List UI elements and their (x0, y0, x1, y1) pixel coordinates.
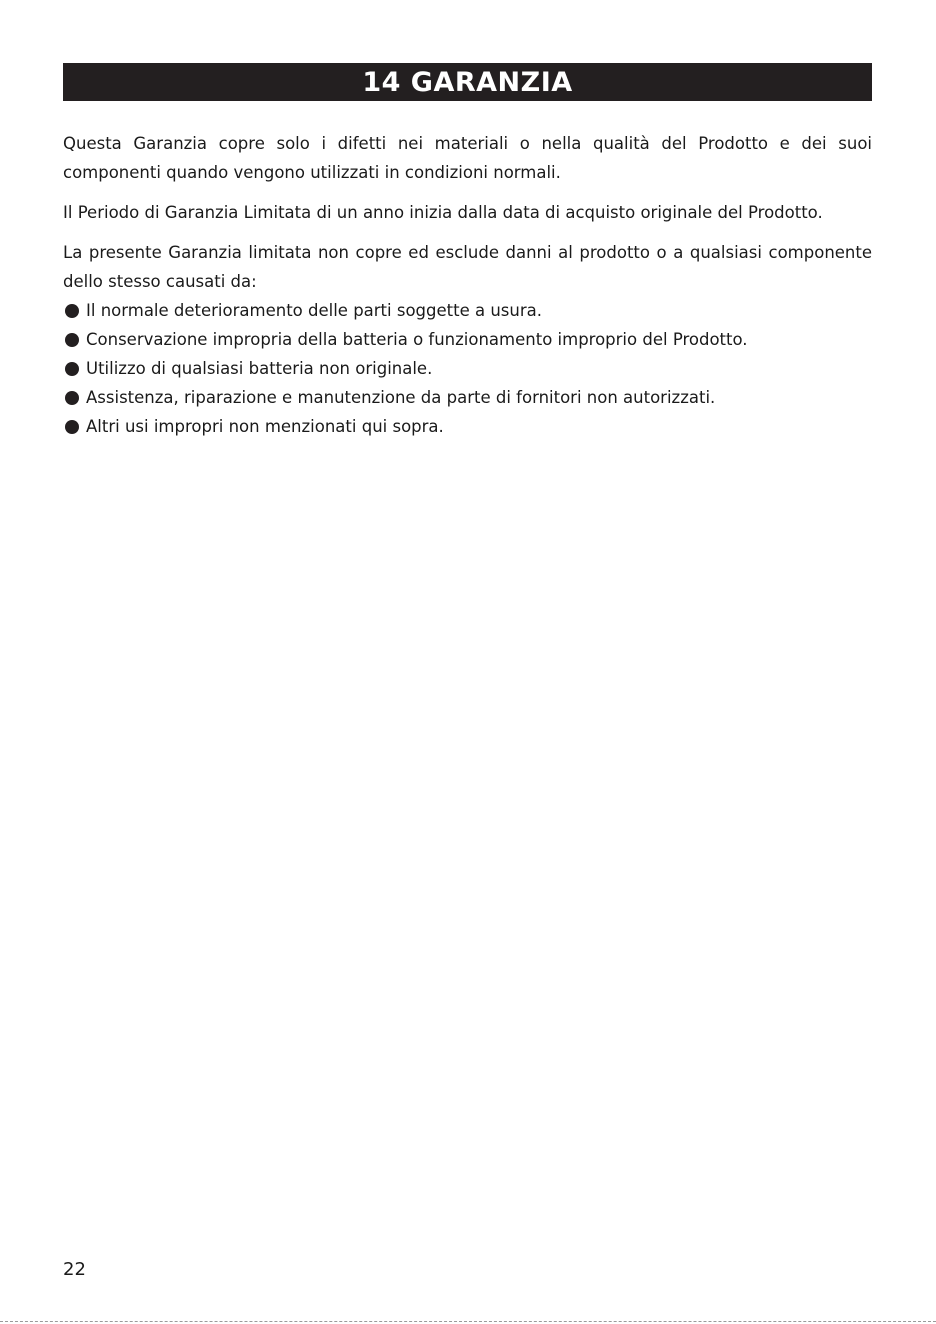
bullet-icon (65, 304, 79, 318)
list-item-text: Utilizzo di qualsiasi batteria non originale. (86, 359, 433, 378)
bullet-icon (65, 333, 79, 347)
list-item (63, 412, 872, 441)
list-item-text: Assistenza, riparazione e manutenzione da parte di fornitori non autorizzati. (86, 388, 716, 407)
list-item (63, 296, 872, 325)
bullet-icon (65, 362, 79, 376)
section-title-bar (63, 63, 872, 101)
paragraph-period: Il Periodo di Garanzia Limitata di un anno inizia dalla data di acquisto originale del Prodotto. (63, 203, 823, 222)
section-title: 14 GARANZIA (362, 66, 573, 98)
bullet-icon (65, 391, 79, 405)
bullet-icon (65, 420, 79, 434)
warranty-content (63, 129, 872, 441)
list-item (63, 354, 872, 383)
paragraph-coverage: Questa Garanzia copre solo i difetti nei materiali o nella qualità del Prodotto e dei suoi componenti quando vengono utilizzati in condizioni normali. (63, 134, 872, 182)
list-item-text: Il normale deterioramento delle parti soggette a usura. (86, 301, 542, 320)
exclusions-list (63, 296, 872, 441)
page-bottom-divider (0, 1321, 936, 1322)
list-item-text: Altri usi impropri non menzionati qui sopra. (86, 417, 444, 436)
list-item-text: Conservazione impropria della batteria o funzionamento improprio del Prodotto. (86, 330, 748, 349)
list-item (63, 325, 872, 354)
page-number: 22 (63, 1259, 86, 1280)
paragraph-exclusions: La presente Garanzia limitata non copre ed esclude danni al prodotto o a qualsiasi componente dello stesso causati da: (63, 243, 872, 291)
list-item (63, 383, 872, 412)
